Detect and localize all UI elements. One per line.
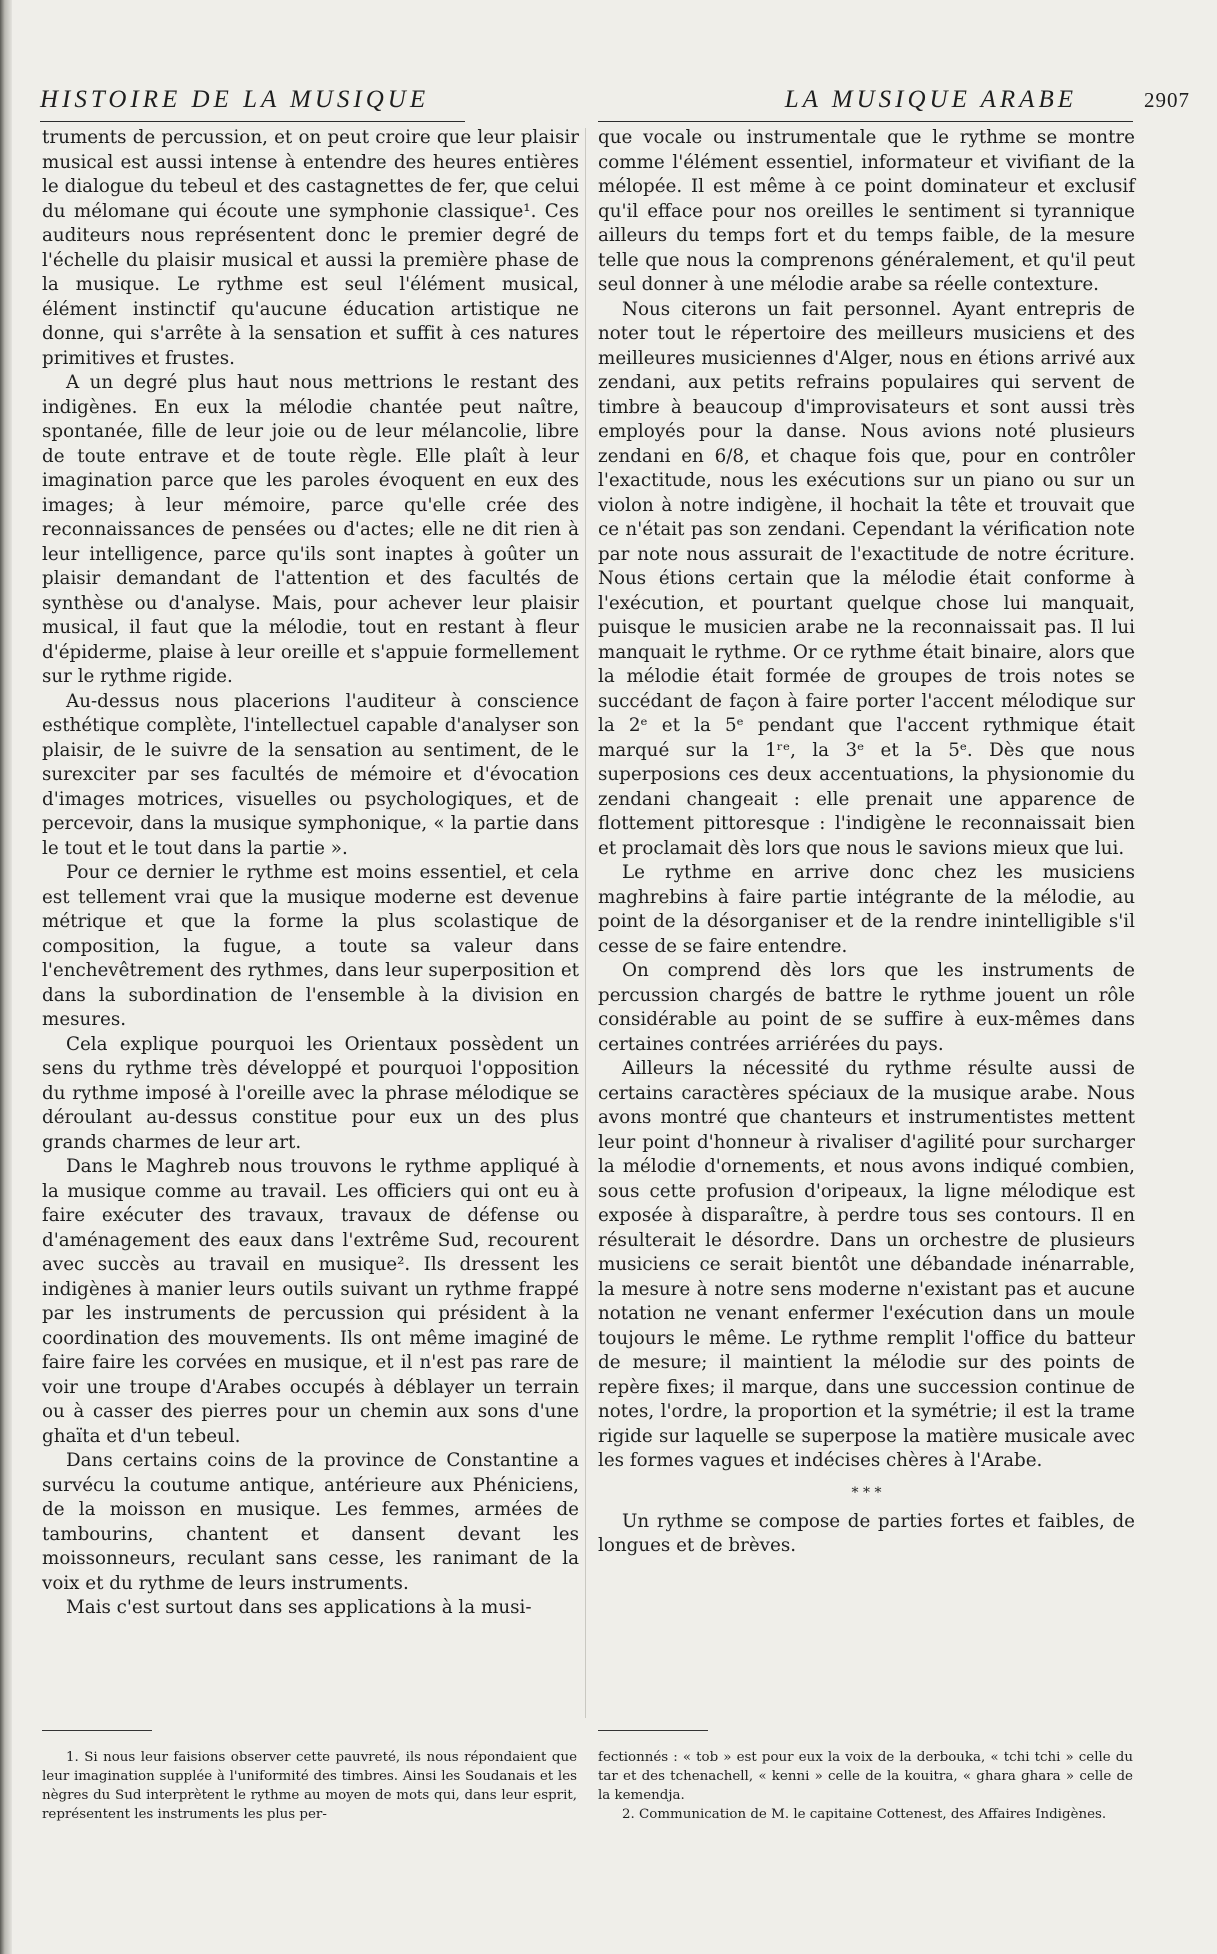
footnote-1-continued: fectionnés : « tob » est pour eux la voix de la derbouka, « tchi tchi » celle du tar et des tchenachell, « kenni » celle de la kouitra, « ghara ghara » celle de la kemendja. (598, 1750, 1133, 1803)
header-chapter-title: LA MUSIQUE ARABE (784, 86, 1077, 113)
page-binding-edge (0, 0, 12, 1954)
page-number: 2907 (1144, 88, 1190, 112)
left-column (42, 126, 579, 1621)
footnote-rule-right (598, 1730, 708, 1731)
paragraph: Nous citerons un fait personnel. Ayant entrepris de noter tout le répertoire des meilleurs musiciens et des meilleures musiciennes d'Alger, nous en étions arrivé aux zendani, aux petits refrains populaires qui servent de timbre à beaucoup d'improvisateurs et sont aussi très employés pour la danse. Nous avions noté plusieurs zendani en 6/8, et chaque fois que, pour en contrôler l'exactitude, nous les exécutions sur un piano ou sur un violon à notre indigène, il hochait la tête et trouvait que ce n'était pas son zendani. Cependant la vérification note par note nous assurait de l'exactitude de notre écriture. Nous étions certain que la mélodie était conforme à l'exécution, et pourtant quelque chose lui manquait, puisque le musicien arabe ne la reconnaissait pas. Il lui manquait le rythme. Or ce rythme était binaire, alors que la mélodie était formée de groupes de trois notes se succédant de façon à faire porter l'accent mélodique sur la 2ᵉ et la 5ᵉ pendant que l'accent rythmique était marqué sur la 1ʳᵉ, la 3ᵉ et la 5ᵉ. Dès que nous superposions ces deux accentuations, la physionomie du zendani changeait : elle prenait une apparence de flottement pittoresque : l'indigène le reconnaissait bien et proclamait dès lors que nous le savions mieux que lui. (598, 298, 1135, 859)
paragraph: Pour ce dernier le rythme est moins essentiel, et cela est tellement vrai que la musique moderne est devenue métrique et que la forme la plus scolastique de composition, la fugue, a toute sa valeur dans l'enchevêtrement des rythmes, dans leur superposition et dans la subordination de l'ensemble à la division en mesures. (42, 862, 579, 1030)
paragraph: truments de percussion, et on peut croire que leur plaisir musical est aussi intense à entendre des heures entières le dialogue du tebeul et des castagnettes de fer, que celui du mélomane qui écoute une symphonie classique¹. Ces auditeurs nous représentent donc le premier degré de l'échelle du plaisir musical et aussi la première phase de la musique. Le rythme est seul l'élément musical, élément instinctif qu'aucune éducation artistique ne donne, qui s'arrête à la sensation et suffit à ces natures primitives et frustes. (42, 127, 579, 369)
paragraph: A un degré plus haut nous mettrions le restant des indigènes. En eux la mélodie chantée peut naître, spontanée, fille de leur joie ou de leur mélancolie, libre de toute entrave et de toute règle. Elle plaît à leur imagination parce que les paroles évoquent en eux des images; à leur mémoire, parce qu'elle crée des reconnaissances de pensées ou d'actes; elle ne dit rien à leur intelligence, parce qu'ils sont inaptes à goûter un plaisir demandant de l'attention et des facultés de synthèse ou d'analyse. Mais, pour achever leur plaisir musical, il faut que la mélodie, tout en restant à fleur d'épiderme, plaise à leur oreille et s'appuie formellement sur le rythme rigide. (42, 372, 579, 687)
closing-paragraph: Un rythme se compose de parties fortes et faibles, de longues et de brèves. (598, 1510, 1135, 1556)
running-header (40, 86, 1190, 120)
section-separator-asterisks: * * * (851, 1484, 882, 1501)
header-rule-left (40, 121, 465, 122)
column-separator (585, 128, 586, 1718)
footnote-2: 2. Communication de M. le capitaine Cottenest, des Affaires Indigènes. (622, 1807, 1107, 1822)
paragraph: Ailleurs la nécessité du rythme résulte aussi de certains caractères spéciaux de la musique arabe. Nous avons montré que chanteurs et instrumentistes mettent leur point d'honneur à rivaliser d'agilité pour surcharger la mélodie d'ornements, et nous avons indiqué combien, sous cette profusion d'oripeaux, la ligne mélodique est exposée à disparaître, à perdre tous ses contours. Il en résulterait le désordre. Dans un orchestre de plusieurs musiciens ce serait bientôt une débandade inénarrable, la mesure à notre sens moderne n'existant pas et aucune notation ne venant enfermer l'exécution dans un moule toujours le même. Le rythme remplit l'office du batteur de mesure; il maintient la mélodie sur des points de repère fixes; il marque, dans une succession continue de notes, l'ordre, la proportion et la symétrie; il est la trame rigide sur laquelle se superpose la matière musicale avec les formes vagues et indécises chères à l'Arabe. (598, 1058, 1135, 1471)
paragraph: Dans le Maghreb nous trouvons le rythme appliqué à la musique comme au travail. Les officiers qui ont eu à faire exécuter des travaux, travaux de défense ou d'aménagement des eaux dans l'extrême Sud, recourent avec succès au travail en musique². Ils dressent les indigènes à manier leurs outils suivant un rythme frappé par les instruments de percussion qui président à la coordination des mouvements. Ils ont même imaginé de faire faire les corvées en musique, et il n'est pas rare de voir une troupe d'Arabes occupés à déblayer un terrain ou à casser des pierres pour un chemin aux sons d'une ghaïta et d'un tebeul. (42, 1156, 579, 1447)
header-book-title: HISTOIRE DE LA MUSIQUE (40, 86, 430, 113)
paragraph: Au-dessus nous placerions l'auditeur à conscience esthétique complète, l'intellectuel capable d'analyser son plaisir, de le suivre de la sensation au sentiment, de le surexciter par ses facultés de mémoire et d'évocation d'images motrices, visuelles ou psychologiques, et de percevoir, dans la musique symphonique, « la partie dans le tout et le tout dans la partie ». (42, 690, 579, 859)
footnote-rule-left (42, 1730, 152, 1731)
paragraph: Le rythme en arrive donc chez les musiciens maghrebins à faire partie intégrante de la mélodie, au point de la désorganiser et de la rendre inintelligible s'il cesse de se faire entendre. (598, 862, 1135, 957)
footnotes-right (598, 1748, 1133, 1824)
footnotes-left (42, 1748, 577, 1824)
paragraph: que vocale ou instrumentale que le rythme se montre comme l'élément essentiel, informateur et vivifiant de la mélopée. Il est même à ce point dominateur et exclusif qu'il efface pour nos oreilles le sentiment si tyrannique ailleurs du temps fort et du temps faible, de la mesure telle que nous la comprenons généralement, et qu'il peut seul donner à une mélodie arabe sa réelle contexture. (598, 127, 1135, 295)
paragraph: Dans certains coins de la province de Constantine a survécu la coutume antique, antérieure aux Phéniciens, de la moisson en musique. Les femmes, armées de tambourins, chantent et dansent devant les moissonneurs, reculant sans cesse, les ranimant de la voix et du rythme de leurs instruments. (42, 1450, 579, 1594)
footnote-1: 1. Si nous leur faisions observer cette pauvreté, ils nous répondaient que leur imagination supplée à l'uniformité des timbres. Ainsi les Soudanais et les nègres du Sud interprètent le rythme au moyen de mots qui, dans leur esprit, représentent les instruments les plus per- (42, 1750, 577, 1822)
right-column (598, 126, 1135, 1559)
paragraph: Mais c'est surtout dans ses applications à la musi- (66, 1597, 532, 1618)
paragraph: On comprend dès lors que les instruments de percussion chargés de battre le rythme jouent un rôle considérable au point de se suffire à eux-mêmes dans certaines contrées arriérées du pays. (598, 960, 1135, 1055)
header-rule-right (598, 121, 1133, 122)
paragraph: Cela explique pourquoi les Orientaux possèdent un sens du rythme très développé et pourquoi l'opposition du rythme imposé à l'oreille avec la phrase mélodique se déroulant au-dessus constitue pour eux un des plus grands charmes de leur art. (42, 1033, 579, 1153)
